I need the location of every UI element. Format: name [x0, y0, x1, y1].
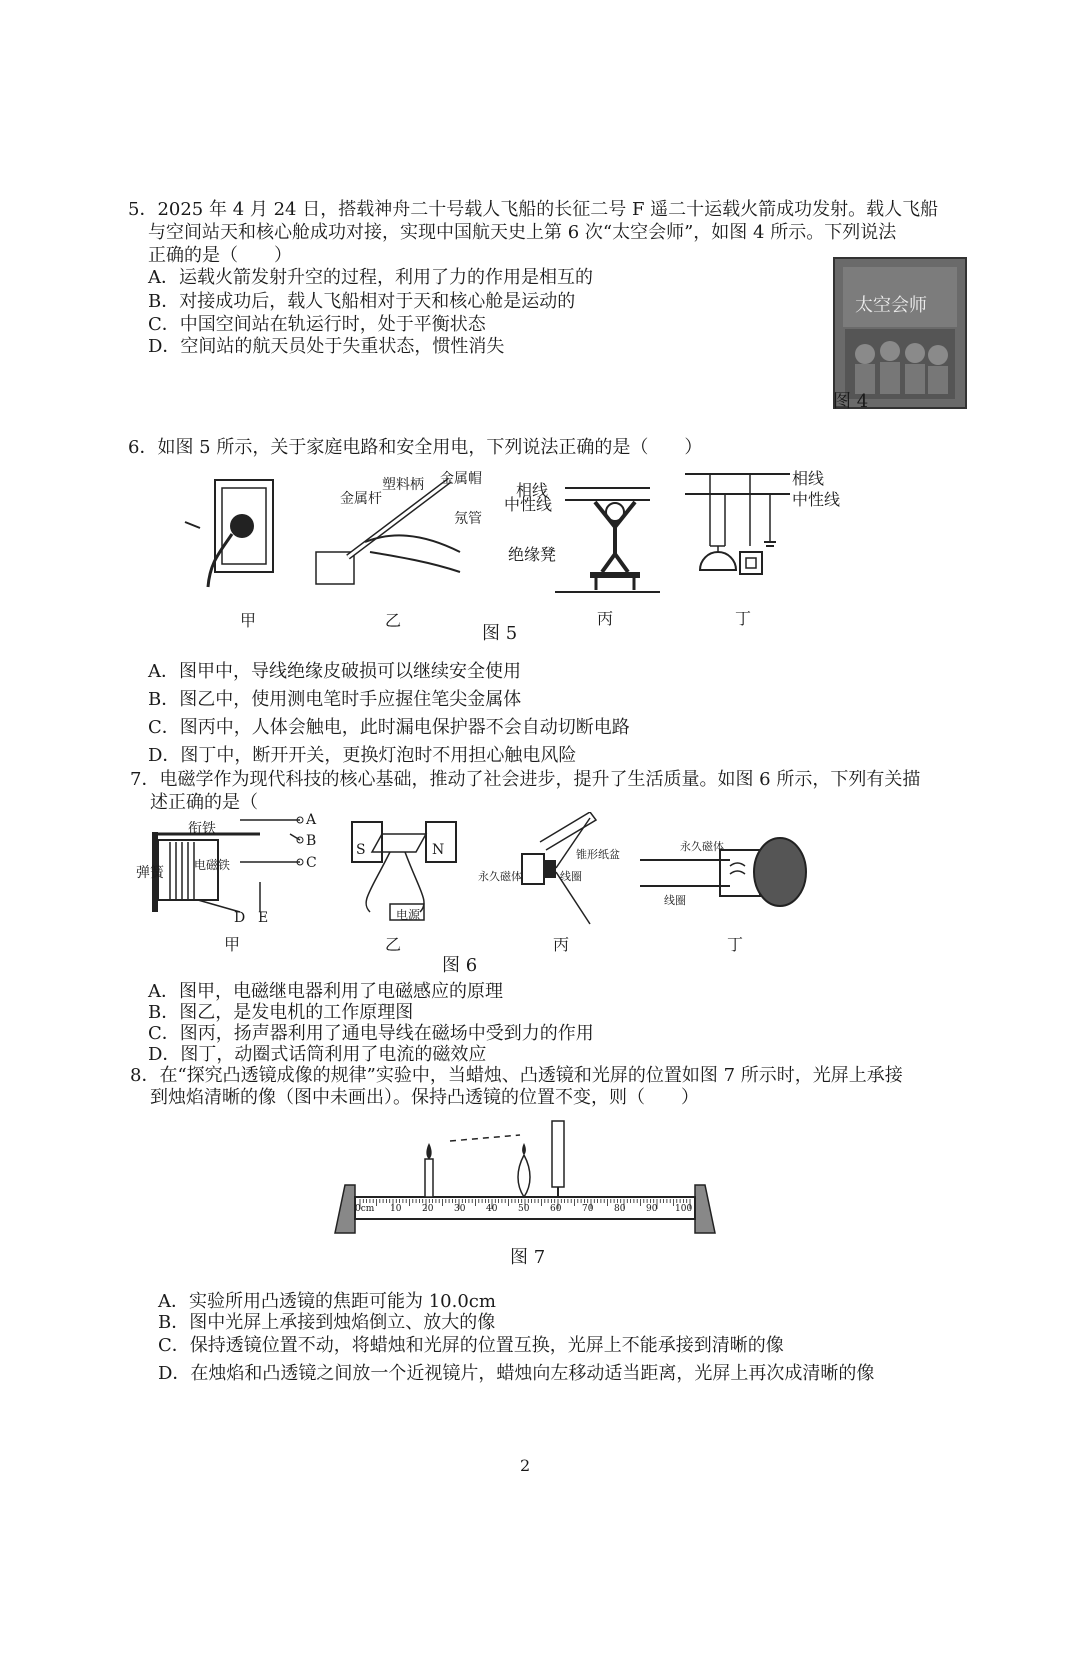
- figure-7-scale-labels: [355, 1204, 695, 1220]
- q7-option-d: D．图丁，动圈式话筒利用了电流的磁效应: [148, 1044, 487, 1065]
- scale-label-20: 20: [422, 1204, 434, 1214]
- scale-label-40: 40: [486, 1204, 498, 1214]
- q6-option-a: A．图甲中，导线绝缘皮破损可以继续安全使用: [148, 661, 521, 682]
- scale-label-90: 90: [646, 1204, 658, 1214]
- figure-7-caption: 图 7: [510, 1247, 546, 1268]
- fig6-label-permanent-magnet-d: 永久磁体: [680, 840, 724, 853]
- q8-option-d: D．在烛焰和凸透镜之间放一个近视镜片，蜡烛向左移动适当距离，光屏上再次成清晰的像: [158, 1363, 875, 1384]
- fig6-label-terminal-e: E: [258, 910, 269, 926]
- fig6-label-coil: 线圈: [560, 870, 582, 883]
- fig6-panel-label-a: 甲: [224, 935, 241, 954]
- fig5-label-neutral-wire: 中性线: [504, 495, 553, 514]
- q5-option-d: D．空间站的航天员处于失重状态，惯性消失: [148, 336, 505, 357]
- q7-option-b: B．图乙，是发电机的工作原理图: [148, 1002, 414, 1023]
- q6-stem: 6．如图 5 所示，关于家庭电路和安全用电，下列说法正确的是（ ）: [128, 437, 703, 458]
- fig5-label-neutral-wire-d: 中性线: [792, 490, 841, 509]
- fig5-panel-label-c: 丙: [597, 609, 614, 628]
- fig6-panel-label-d: 丁: [727, 935, 744, 954]
- fig6-label-pole-s: S: [356, 842, 366, 858]
- fig5-label-neon-tube: 氖管: [454, 511, 482, 527]
- q8-stem-line-2: 到烛焰清晰的像（图中未画出）。保持凸透镜的位置不变，则（ ）: [150, 1087, 699, 1108]
- figure-4-caption: 图 4: [833, 391, 869, 412]
- figure-4-photo: [833, 257, 967, 409]
- fig6-panel-label-b: 乙: [385, 935, 402, 954]
- fig5-panel-label-b: 乙: [385, 611, 402, 630]
- fig6-label-permanent-magnet: 永久磁体: [478, 870, 522, 883]
- q7-option-c: C．图丙，扬声器利用了通电导线在磁场中受到力的作用: [148, 1023, 594, 1044]
- fig6-label-pole-n: N: [432, 842, 445, 858]
- fig5-label-insulated-stool: 绝缘凳: [508, 545, 557, 564]
- fig6-label-power: 电源: [396, 908, 421, 922]
- fig5-panel-label-d: 丁: [735, 609, 752, 628]
- scale-label-80: 80: [614, 1204, 626, 1214]
- q7-stem-line-2: 述正确的是（: [150, 792, 258, 813]
- q5-option-c: C．中国空间站在轨运行时，处于平衡状态: [148, 314, 486, 335]
- fig6-label-terminal-c: C: [306, 855, 317, 871]
- q7-stem-line-1: 7．电磁学作为现代科技的核心基础，推动了社会进步，提升了生活质量。如图 6 所示，下列有关描: [130, 769, 921, 790]
- fig5-label-metal-rod: 金属杆: [340, 491, 382, 507]
- q5-stem-line-3: 正确的是（ ）: [148, 245, 292, 266]
- q8-option-a: A．实验所用凸透镜的焦距可能为 10.0cm: [158, 1291, 496, 1312]
- q6-option-c: C．图丙中，人体会触电，此时漏电保护器不会自动切断电路: [148, 717, 630, 738]
- fig6-label-cone: 锥形纸盆: [576, 848, 620, 861]
- fig6-label-terminal-d: D: [234, 910, 246, 926]
- scale-label-10: 10: [390, 1204, 402, 1214]
- fig6-label-terminal-a: A: [306, 812, 317, 828]
- q7-option-a: A．图甲，电磁继电器利用了电磁感应的原理: [148, 981, 503, 1002]
- fig5-panel-label-a: 甲: [240, 611, 257, 630]
- scale-label-30: 30: [454, 1204, 466, 1214]
- scale-label-50: 50: [518, 1204, 530, 1214]
- q6-option-d: D．图丁中，断开开关，更换灯泡时不用担心触电风险: [148, 745, 577, 766]
- q5-option-a: A．运载火箭发射升空的过程，利用了力的作用是相互的: [148, 267, 593, 288]
- figure-7-optical-bench: [330, 1115, 730, 1245]
- scale-label-0: 0cm: [355, 1204, 375, 1214]
- figure-6-caption: 图 6: [442, 955, 478, 976]
- q8-option-b: B．图中光屏上承接到烛焰倒立、放大的像: [158, 1312, 496, 1333]
- q8-option-c: C．保持透镜位置不动，将蜡烛和光屏的位置互换，光屏上不能承接到清晰的像: [158, 1335, 784, 1356]
- q6-option-b: B．图乙中，使用测电笔时手应握住笔尖金属体: [148, 689, 522, 710]
- q8-stem-line-1: 8．在“探究凸透镜成像的规律”实验中，当蜡烛、凸透镜和光屏的位置如图 7 所示时，光屏上承接: [130, 1065, 903, 1086]
- fig6-label-electromagnet: 电磁铁: [194, 858, 231, 872]
- scale-label-60: 60: [550, 1204, 562, 1214]
- fig5-label-plastic-handle: 塑料柄: [382, 477, 424, 493]
- fig5-label-live-wire-d: 相线: [792, 469, 825, 488]
- scale-label-100: 100: [675, 1204, 693, 1214]
- fig5-label-metal-cap: 金属帽: [440, 471, 482, 487]
- photo-text: 太空会师: [855, 295, 927, 316]
- fig6-label-armature: 衔铁: [188, 821, 216, 837]
- fig6-label-spring: 弹簧: [136, 865, 164, 881]
- page-number: 2: [520, 1456, 531, 1475]
- q5-stem-line-2: 与空间站天和核心舱成功对接，实现中国航天史上第 6 次“太空会师”，如图 4 所示。下列说法: [148, 222, 897, 243]
- q5-stem-line-1: 5．2025 年 4 月 24 日，搭载神舟二十号载人飞船的长征二号 F 遥二十运载火箭成功发射。载人飞船: [128, 199, 939, 220]
- fig5-label-live-wire: 相线: [516, 481, 549, 500]
- figure-5-caption: 图 5: [482, 623, 518, 644]
- fig6-panel-label-c: 丙: [553, 935, 570, 954]
- fig6-label-terminal-b: B: [306, 833, 317, 849]
- fig6-label-coil-d: 线圈: [664, 894, 686, 907]
- scale-label-70: 70: [582, 1204, 594, 1214]
- q5-option-b: B．对接成功后，载人飞船相对于天和核心舱是运动的: [148, 291, 576, 312]
